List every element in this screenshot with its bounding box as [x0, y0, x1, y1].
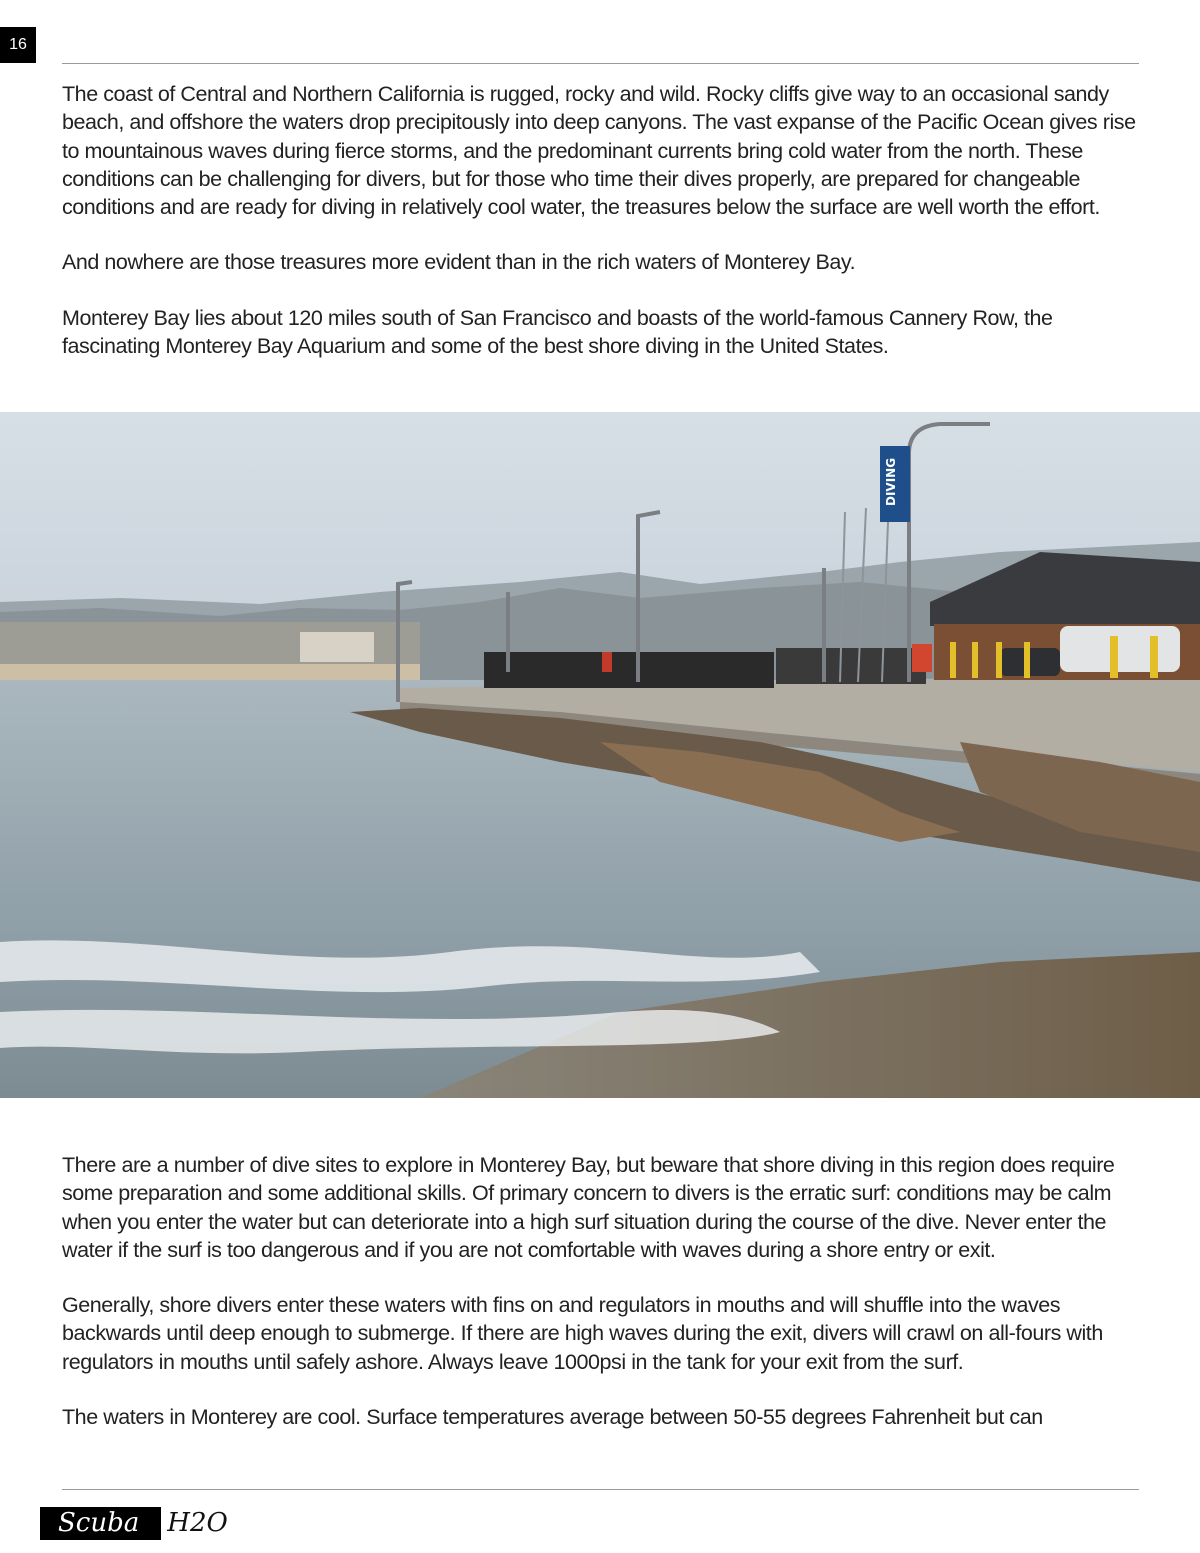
bottom-divider	[62, 1489, 1139, 1490]
body-text	[62, 1151, 1142, 1458]
intro-paragraph: Monterey Bay lies about 120 miles south of San Francisco and boasts of the world-famous Cannery Row, the fascinating Monterey Bay Aquarium and some of the best shore diving in the United States.	[62, 305, 1053, 359]
scuba-h2o-logo	[40, 1505, 228, 1541]
body-paragraph: The waters in Monterey are cool. Surface temperatures average between 50-55 degrees Fahrenheit but can	[62, 1405, 1043, 1430]
logo-scuba: Scuba	[40, 1507, 161, 1540]
page-number: 16	[0, 27, 36, 63]
diving-banner-text: DIVING	[884, 457, 898, 506]
intro-text	[62, 80, 1142, 387]
logo-h2o: H2O	[167, 1508, 228, 1538]
top-divider	[62, 63, 1139, 64]
body-paragraph: Generally, shore divers enter these waters with fins on and regulators in mouths and will shuffle into the waves backwards until deep enough to submerge. If there are high waves during the exit, divers will crawl on all-fours with regulators in mouths until safely ashore. Always leave 1000psi in the tank for your exit from the surf.	[62, 1293, 1103, 1374]
breakwater-photo	[0, 412, 1200, 1098]
intro-paragraph: The coast of Central and Northern California is rugged, rocky and wild. Rocky cliffs give way to an occasional sandy beach, and offshore the waters drop precipitously into deep canyons. The vast expanse of the Pacific Ocean gives rise to mountainous waves during fierce storms, and the predominant currents bring cold water from the north. These conditions can be challenging for divers, but for those who time their dives properly, are prepared for changeable conditions and are ready for diving in relatively cool water, the treasures below the surface are well worth the effort.	[62, 82, 1136, 220]
intro-paragraph: And nowhere are those treasures more evident than in the rich waters of Monterey Bay.	[62, 250, 856, 275]
body-paragraph: There are a number of dive sites to explore in Monterey Bay, but beware that shore diving in this region does require some preparation and some additional skills. Of primary concern to divers is the erratic surf: conditions may be calm when you enter the water but can deteriorate into a high surf situation during the course of the dive. Never enter the water if the surf is too dangerous and if you are not comfortable with waves during a shore entry or exit.	[62, 1153, 1115, 1262]
